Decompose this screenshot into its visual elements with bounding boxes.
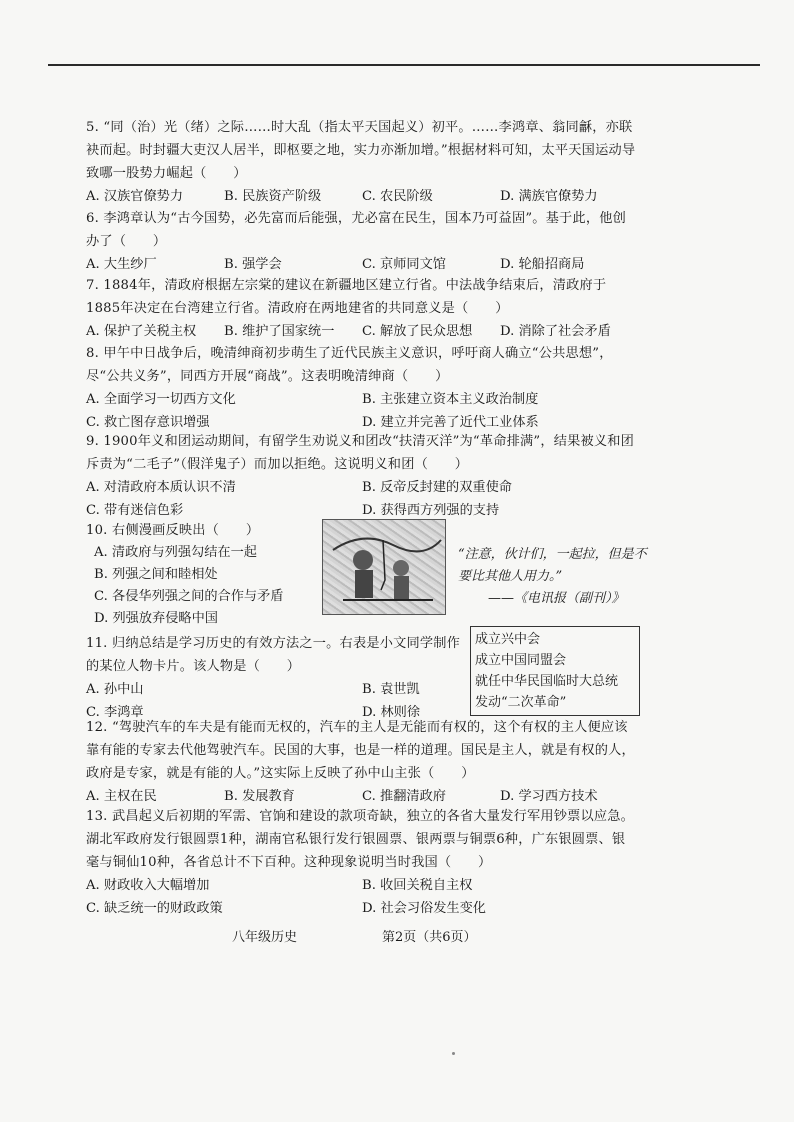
question-stem: 10. 右侧漫画反映出（ ） — [86, 523, 260, 538]
option-b[interactable]: B. 强学会 — [224, 257, 282, 272]
option-d[interactable]: D. 林则徐 — [362, 705, 421, 720]
option-c[interactable]: C. 农民阶级 — [362, 189, 433, 204]
options — [86, 253, 638, 276]
caption-source: ——《电讯报（副刊）》 — [488, 591, 625, 606]
option-c[interactable]: C. 解放了民众思想 — [362, 324, 473, 339]
question-stem: 11. 归纳总结是学习历史的有效方法之一。右表是小文同学制作的某位人物卡片。该人物是（ ） — [86, 636, 461, 674]
option-b[interactable]: B. 反帝反封建的双重使命 — [362, 480, 512, 495]
card-item: 就任中华民国临时大总统 — [475, 674, 619, 689]
question-stem: 6. 李鸿章认为“古今国势，必先富而后能强，尤必富在民生，国本乃可益固”。基于此，他创办了（ ） — [86, 211, 626, 249]
side-margin-mark — [668, 448, 686, 518]
option-c[interactable]: C. 李鸿章 — [86, 705, 144, 720]
options — [86, 542, 316, 630]
side-margin-mark — [668, 530, 686, 620]
option-b[interactable]: B. 维护了国家统一 — [224, 324, 335, 339]
question-12 — [86, 716, 638, 808]
question-stem: 8. 甲午中日战争后，晚清绅商初步萌生了近代民族主义意识，呼吁商人确立“公共思想”，尽“公共义务”，同西方开展“商战”。这表明晚清绅商（ ） — [86, 346, 613, 384]
option-a[interactable]: A. 汉族官僚势力 — [86, 189, 184, 204]
option-c[interactable]: C. 各侵华列强之间的合作与矛盾 — [94, 589, 284, 604]
option-b[interactable]: B. 收回关税自主权 — [362, 878, 473, 893]
option-c[interactable]: C. 带有迷信色彩 — [86, 503, 184, 518]
options — [86, 476, 638, 522]
option-c[interactable]: C. 缺乏统一的财政政策 — [86, 901, 223, 916]
question-9 — [86, 430, 638, 522]
option-a[interactable]: A. 财政收入大幅增加 — [86, 878, 210, 893]
options — [86, 874, 638, 920]
header-rule — [48, 64, 760, 66]
option-d[interactable]: D. 满族官僚势力 — [500, 189, 598, 204]
card-item: 成立兴中会 — [475, 632, 541, 647]
question-13 — [86, 805, 638, 920]
question-6 — [86, 207, 638, 276]
option-a[interactable]: A. 对清政府本质认识不清 — [86, 480, 236, 495]
option-d[interactable]: D. 消除了社会矛盾 — [500, 324, 611, 339]
option-b[interactable]: B. 发展教育 — [224, 789, 295, 804]
footer-subject: 八年级历史 — [232, 930, 298, 945]
option-c[interactable]: C. 京师同文馆 — [362, 257, 446, 272]
scan-speck — [452, 1052, 455, 1055]
caption-quote: “注意，伙计们，一起拉，但是不要比其他人用力。” — [458, 547, 647, 584]
question-5 — [86, 116, 638, 208]
question-10 — [86, 519, 316, 630]
question-stem: 12. “驾驶汽车的车夫是有能而无权的，汽车的主人是无能而有权的，这个有权的主人便应该靠有能的专家去代他驾驶汽车。民国的大事，也是一样的道理。国民是主人，就是有权的人，政府是专家，就是有能的人。”这实际上反映了孙中山主张（ ） — [86, 720, 635, 781]
option-a[interactable]: A. 全面学习一切西方文化 — [86, 392, 236, 407]
card-item: 成立中国同盟会 — [475, 653, 567, 668]
option-c[interactable]: C. 推翻清政府 — [362, 789, 446, 804]
option-d[interactable]: D. 获得西方列强的支持 — [362, 503, 500, 518]
cartoon-caption — [458, 544, 648, 610]
option-b[interactable]: B. 袁世凯 — [362, 682, 420, 697]
question-stem: 5. “同（治）光（绪）之际……时大乱（指太平天国起义）初平。……李鸿章、翁同龢，亦联袂而起。时封疆大吏汉人居半，即枢要之地，实力亦渐加增。”根据材料可知，太平天国运动导致哪一股势力崛起（ ） — [86, 120, 636, 181]
option-b[interactable]: B. 主张建立资本主义政治制度 — [362, 392, 539, 407]
option-b[interactable]: B. 列强之间和睦相处 — [94, 567, 218, 582]
option-d[interactable]: D. 社会习俗发生变化 — [362, 901, 486, 916]
person-card — [470, 626, 640, 716]
question-7 — [86, 274, 638, 343]
option-a[interactable]: A. 主权在民 — [86, 789, 157, 804]
card-item: 发动“二次革命” — [475, 695, 567, 710]
option-d[interactable]: D. 学习西方技术 — [500, 789, 598, 804]
option-d[interactable]: D. 列强放弃侵略中国 — [94, 611, 218, 626]
cartoon-image — [322, 519, 446, 615]
option-d[interactable]: D. 轮船招商局 — [500, 257, 585, 272]
question-stem: 13. 武昌起义后初期的军需、官饷和建设的款项奇缺，独立的各省大量发行军用钞票以应急。湖北军政府发行银圆票1种，湖南官私银行发行银圆票、银两票与铜票6种，广东银圆票、银毫与铜仙10种，各省总计不下百种。这种现象说明当时我国（ ） — [86, 809, 635, 870]
footer-page-number: 第2页（共6页） — [382, 930, 477, 945]
option-c[interactable]: C. 救亡图存意识增强 — [86, 415, 210, 430]
options — [86, 320, 638, 343]
option-a[interactable]: A. 清政府与列强勾结在一起 — [94, 545, 257, 560]
options — [86, 185, 638, 208]
question-8 — [86, 342, 638, 434]
question-stem: 9. 1900年义和团运动期间，有留学生劝说义和团改“扶清灭洋”为“革命排满”，结果被义和团斥责为“二毛子”（假洋鬼子）而加以拒绝。这说明义和团（ ） — [86, 434, 635, 472]
options — [86, 388, 638, 434]
option-a[interactable]: A. 孙中山 — [86, 682, 144, 697]
option-b[interactable]: B. 民族资产阶级 — [224, 189, 322, 204]
cartoon-drawing — [323, 520, 445, 614]
option-a[interactable]: A. 大生纱厂 — [86, 257, 157, 272]
option-a[interactable]: A. 保护了关税主权 — [86, 324, 197, 339]
question-stem: 7. 1884年，清政府根据左宗棠的建议在新疆地区建立行省。中法战争结束后，清政府于1885年决定在台湾建立行省。清政府在两地建省的共同意义是（ ） — [86, 278, 607, 316]
option-d[interactable]: D. 建立并完善了近代工业体系 — [362, 415, 539, 430]
